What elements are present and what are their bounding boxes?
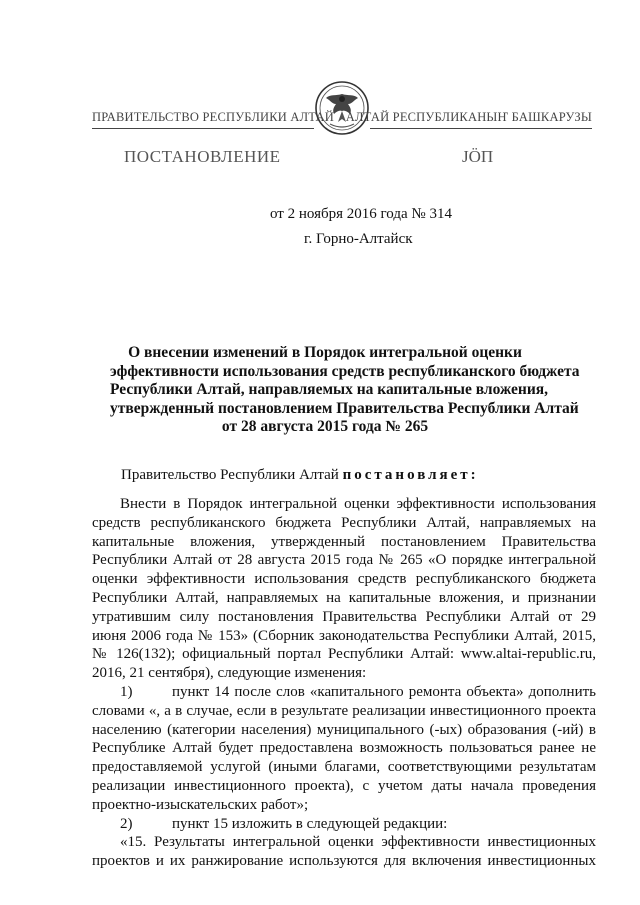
body-line: «15. Результаты интегральной оценки эффективности инвестиционных: [120, 834, 596, 851]
org-name-russian: ПРАВИТЕЛЬСТВО РЕСПУБЛИКИ АЛТАЙ: [92, 110, 334, 124]
letterhead-rule-left: [92, 128, 314, 129]
title-line: утвержденный постановлением Правительства Республики Алтай: [110, 399, 579, 417]
decree-intro: Правительство Республики Алтай: [121, 467, 339, 483]
body-line: предоставляемой услугой (иными благами, соответствующими результатам: [92, 759, 596, 776]
letterhead: [92, 80, 592, 150]
body-line: реализации инвестиционного проекта), с учетом даты начала проведения: [92, 777, 596, 794]
body-line: Республики Алтай от 28 августа 2015 года № 265 «О порядке интегральной: [92, 552, 596, 569]
doc-type-altai: JӦП: [462, 147, 494, 166]
body-line: словами «, а в случае, если в результате реализации инвестиционного проекта: [92, 702, 596, 719]
doc-type-russian: ПОСТАНОВЛЕНИЕ: [124, 147, 281, 166]
document-title: [110, 344, 580, 437]
body-line: Республики Алтай, направляемых на капитальные вложения, и признании: [92, 589, 596, 606]
list-item-number: 2): [120, 815, 133, 832]
document-city: г. Горно-Алтайск: [304, 231, 413, 247]
list-item-text: пункт 14 после слов «капитального ремонта объекта» дополнить: [172, 683, 596, 700]
body-line: № 126(132); официальный портал Республики Алтай: www.altai-republic.ru,: [92, 646, 596, 663]
title-line: эффективности использования средств республиканского бюджета: [110, 362, 580, 380]
decree-verb: постановляет:: [342, 467, 479, 483]
document-date: от 2 ноября 2016 года № 314: [270, 206, 452, 222]
list-item-2: [92, 815, 596, 834]
body-line: утратившим силу постановления Правительства Республики Алтай от 29: [92, 608, 596, 625]
body-line: оценки эффективности использования средств республиканского бюджета: [92, 571, 596, 588]
body-line: Республике Алтай будет предоставлена возможность пользоваться ранее не: [92, 740, 596, 757]
title-line: от 28 августа 2015 года № 265: [221, 418, 429, 436]
letterhead-rule-right: [370, 128, 592, 129]
list-item-number: 1): [120, 683, 133, 700]
body-line: проектно-изыскательских работ»;: [92, 796, 309, 813]
title-line: Республики Алтай, направляемых на капитальные вложения,: [110, 381, 549, 399]
body-line: Внести в Порядок интегральной оценки эффективности использования: [120, 496, 596, 512]
title-line: О внесении изменений в Порядок интегральной оценки: [128, 344, 522, 361]
body-line: проектов и их ранжирование используются для включения инвестиционных: [92, 853, 596, 870]
list-item-1: [92, 683, 596, 702]
body-line: июня 2006 года № 153» (Сборник законодательства Республики Алтай, 2015,: [92, 627, 596, 644]
org-name-altai: АЛТАЙ РЕСПУБЛИКАНЫҤ БАШКАРУЗЫ: [345, 110, 592, 124]
list-item-text: пункт 15 изложить в следующей редакции:: [172, 815, 448, 832]
document-body: [92, 495, 596, 871]
body-line: капитальные вложения, утвержденный постановлением Правительства: [92, 533, 596, 550]
decree-statement: [121, 467, 479, 484]
body-line: 2016, 21 сентября), следующие изменения:: [92, 665, 367, 682]
body-line: средств республиканского бюджета Республики Алтай, направляемых на: [92, 514, 596, 531]
coat-of-arms-icon: [314, 80, 370, 136]
body-line: населению (категории населения) муниципального (-ых) образования (-ий) в: [92, 721, 596, 738]
